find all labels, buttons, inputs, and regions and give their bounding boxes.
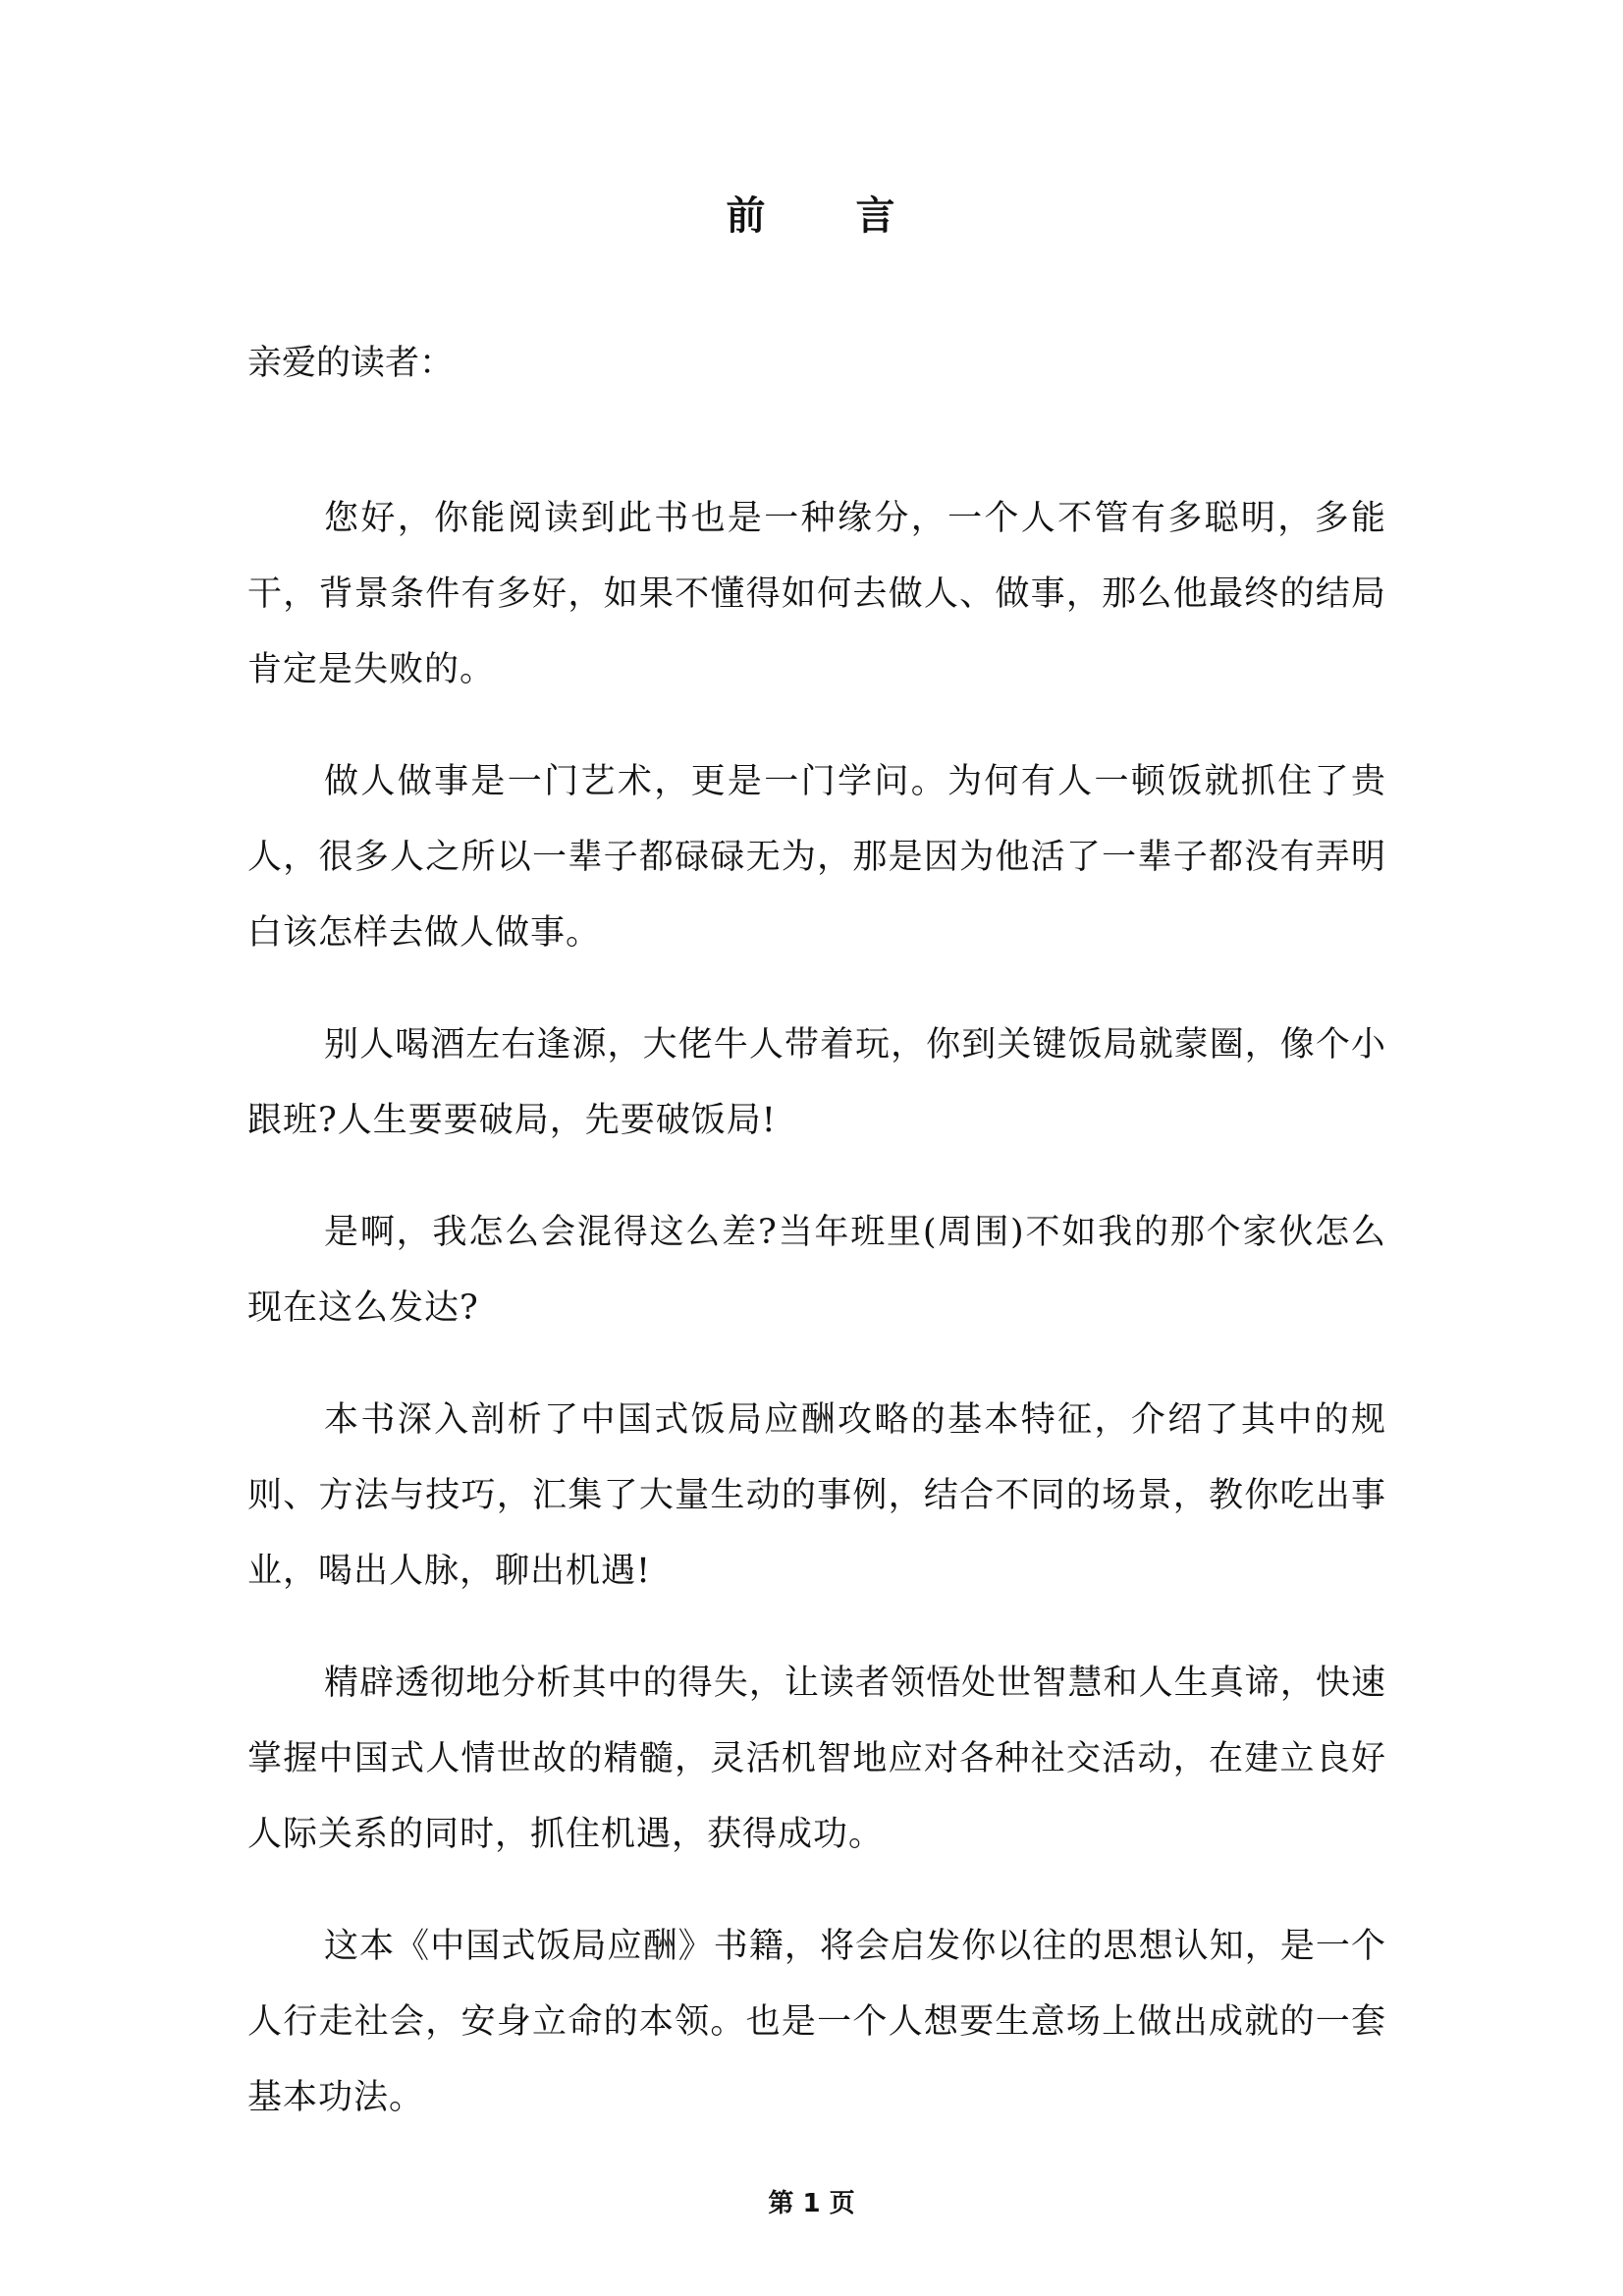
paragraph-6: 精辟透彻地分析其中的得失，让读者领悟处世智慧和人生真谛，快速掌握中国式人情世故的精髓，灵活机智地应对各种社交活动，在建立良好人际关系的同时，抓住机遇，获得成功。: [247, 1664, 1386, 1854]
page-number: 第 1 页: [768, 2189, 855, 2218]
paragraph-4: 是啊，我怎么会混得这么差?当年班里(周围)不如我的那个家伙怎么现在这么发达?: [247, 1213, 1386, 1328]
title-char-right: 言: [855, 192, 897, 239]
paragraph-2: 做人做事是一门艺术，更是一门学问。为何有人一顿饭就抓住了贵人，很多人之所以一辈子都碌碌无为，那是因为他活了一辈子都没有弄明白该怎样去做人做事。: [247, 762, 1386, 953]
title-char-left: 前: [726, 192, 768, 239]
paragraph-7: 这本《中国式饭局应酬》书籍，将会启发你以往的思想认知，是一个人行走社会，安身立命的本领。也是一个人想要生意场上做出成就的一套基本功法。: [247, 1927, 1386, 2117]
body-text: [247, 481, 1386, 2172]
paragraph-1: 您好，你能阅读到此书也是一种缘分，一个人不管有多聪明，多能干，背景条件有多好，如果不懂得如何去做人、做事，那么他最终的结局肯定是失败的。: [247, 499, 1386, 689]
page-title: [0, 187, 1623, 246]
paragraph-3: 别人喝酒左右逢源，大佬牛人带着玩，你到关键饭局就蒙圈，像个小跟班?人生要要破局，先要破饭局!: [247, 1025, 1386, 1140]
paragraph-5: 本书深入剖析了中国式饭局应酬攻略的基本特征，介绍了其中的规则、方法与技巧，汇集了大量生动的事例，结合不同的场景，教你吃出事业，喝出人脉，聊出机遇!: [247, 1400, 1386, 1591]
salutation: 亲爱的读者：: [247, 344, 455, 383]
